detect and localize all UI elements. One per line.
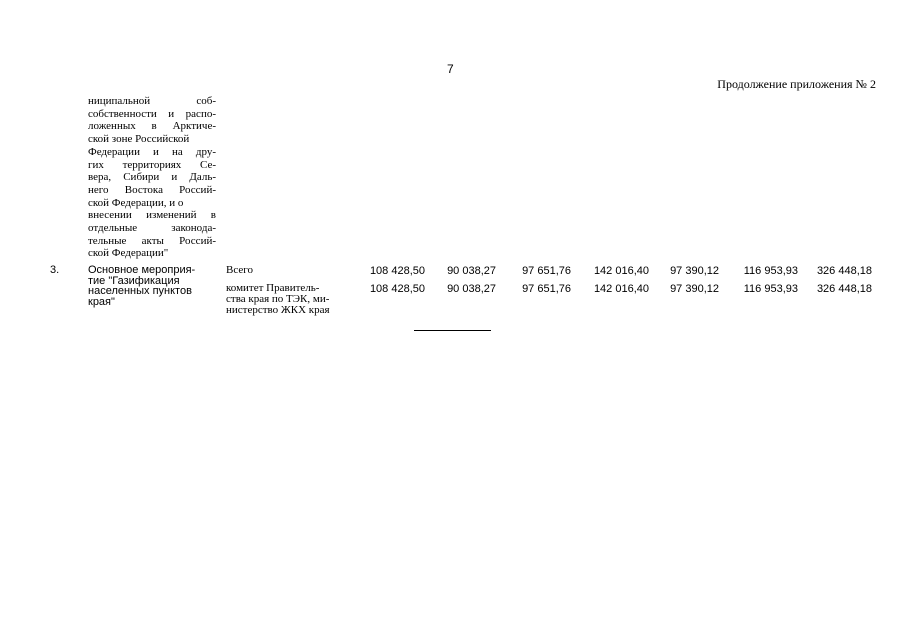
name-line: гих территориях Се- — [88, 158, 216, 171]
previous-row-name-continuation — [88, 95, 216, 260]
name-line: края" — [88, 295, 115, 308]
executor-line: комитет Правитель- — [226, 282, 320, 294]
name-line: ложенных в Арктиче- — [88, 120, 216, 133]
executor-line: ства края по ТЭК, ми- — [226, 293, 330, 305]
continuation-label: Продолжение приложения № 2 — [717, 77, 876, 91]
name-line: ниципальной соб- — [88, 95, 216, 107]
value-cell: 90 038,27 — [447, 283, 496, 295]
value-cell: 97 651,76 — [522, 283, 571, 295]
value-cell: 142 016,40 — [593, 283, 649, 295]
name-line: внесении изменений в — [88, 209, 216, 222]
name-line: ской зоне Российской — [88, 133, 190, 146]
value-cell: 326 448,18 — [816, 283, 872, 295]
name-line: тие "Газификация — [88, 274, 180, 287]
value-cell: 142 016,40 — [593, 265, 649, 277]
executor-line: нистерство ЖКХ края — [226, 304, 330, 316]
name-line: отдельные законода- — [88, 222, 216, 235]
end-separator-line — [414, 330, 491, 331]
row-name — [88, 265, 216, 307]
executor-line: Всего — [226, 264, 253, 276]
value-cell: 90 038,27 — [447, 265, 496, 277]
value-cell: 97 390,12 — [670, 265, 719, 277]
name-line: ской Федерации, и о — [88, 196, 184, 209]
name-line: него Востока Россий- — [88, 183, 216, 196]
value-cell: 116 953,93 — [743, 283, 798, 295]
name-line: ской Федерации" — [88, 247, 169, 260]
name-line: Федерации и на дру- — [88, 145, 216, 158]
value-cell: 108 428,50 — [369, 283, 425, 295]
name-line: собственности и распо- — [88, 107, 216, 120]
row-number: 3. — [50, 264, 60, 276]
value-cell: 97 651,76 — [522, 265, 571, 277]
value-cell: 108 428,50 — [369, 265, 425, 277]
name-line: тельные акты Россий- — [88, 234, 216, 247]
page-number: 7 — [447, 62, 454, 76]
value-cell: 116 953,93 — [743, 265, 798, 277]
name-line: Основное мероприя- — [88, 264, 196, 276]
executor-total — [226, 265, 253, 276]
value-cell: 97 390,12 — [670, 283, 719, 295]
value-cell: 326 448,18 — [816, 265, 872, 277]
name-line: населенных пунктов — [88, 285, 192, 297]
name-line: вера, Сибири и Даль- — [88, 171, 216, 184]
executor-committee — [226, 283, 330, 316]
